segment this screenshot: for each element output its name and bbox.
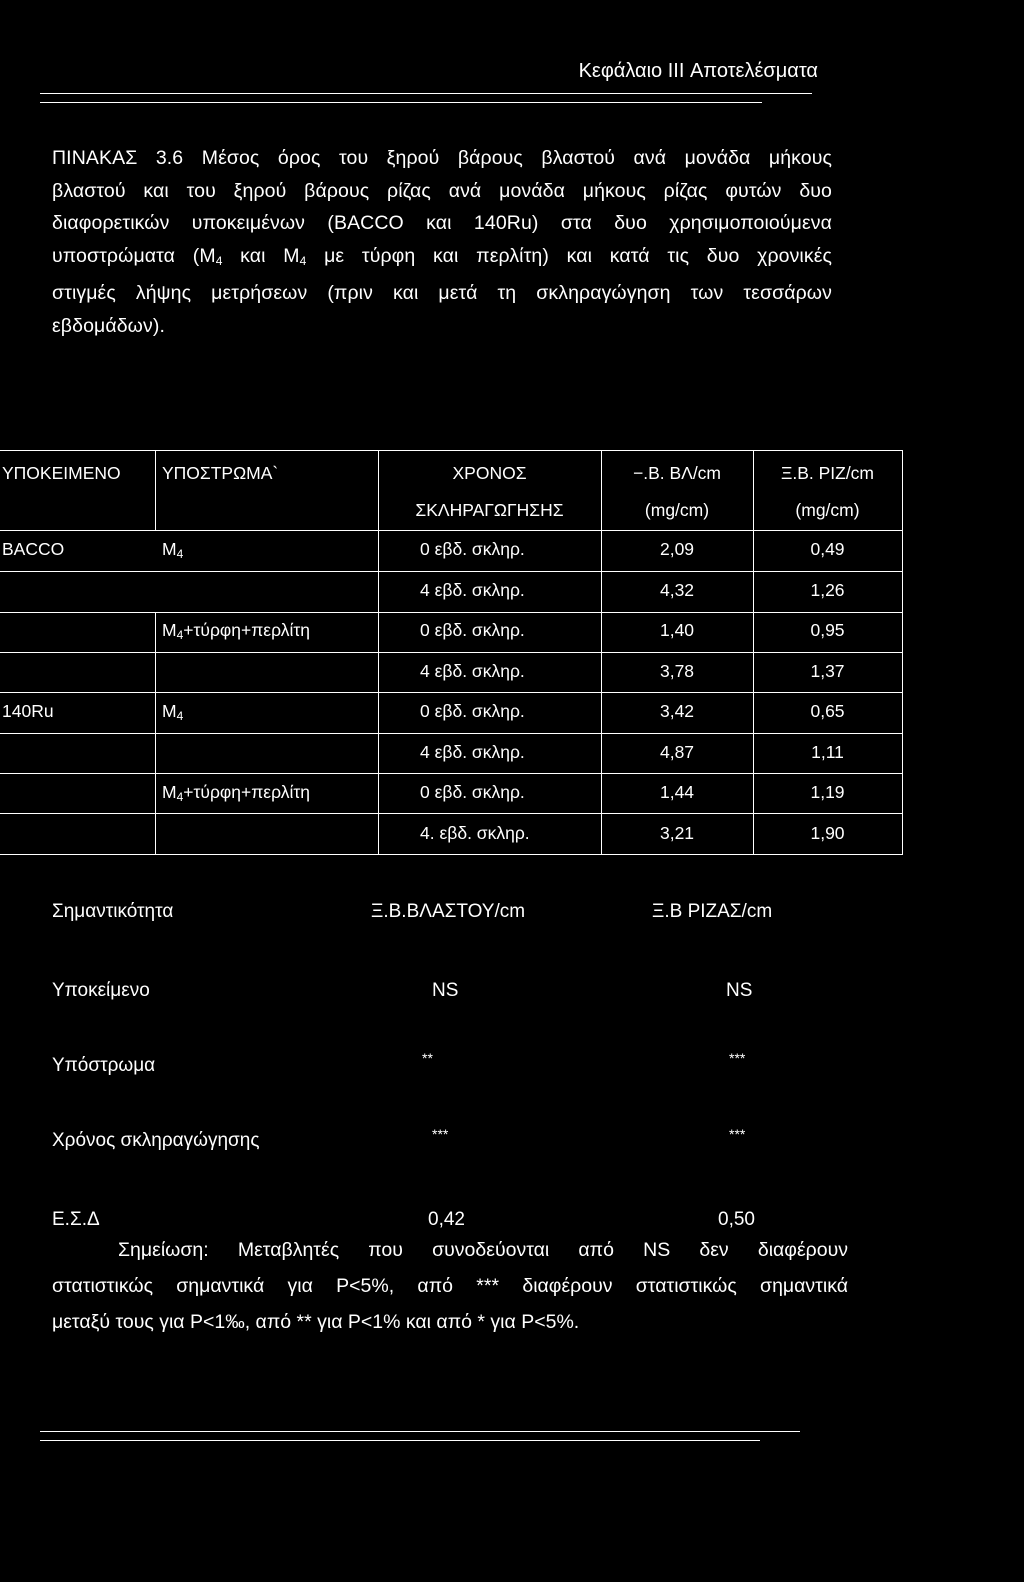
caption-line: υποστρώματα ($M_4$ και $M_4$ με τύρφη και περλίτη) και κατά τις δυο χρονικές: [52, 244, 833, 268]
cell-root: 1,37: [810, 661, 845, 681]
cell-time: 4 εβδ. σκληρ.: [420, 742, 525, 762]
table-border: [0, 571, 903, 572]
header-rule-2: [40, 102, 762, 103]
cell-time: 0 εβδ. σκληρ.: [420, 701, 525, 721]
cell-root: 0,49: [810, 539, 845, 559]
cell-time: 4 εβδ. σκληρ.: [420, 580, 525, 600]
caption-line: στιγμές λήψης μετρήσεων (πριν και μετά τη σκληραγώγηση των τεσσάρων: [52, 282, 832, 304]
table-border: [0, 773, 903, 774]
cell-time: 0 εβδ. σκληρ.: [420, 782, 525, 802]
header-substrate: ΥΠΟΣΤΡΩΜΑ`: [162, 463, 279, 483]
cell-time: 0 εβδ. σκληρ.: [420, 539, 525, 559]
table-border: [0, 652, 903, 653]
significance-note: [52, 1232, 848, 1340]
cell-substrate: $M_4$: [162, 539, 184, 561]
sig-shoot: NS: [432, 980, 459, 1001]
cell-shoot: 3,21: [659, 823, 695, 843]
header-shoot-2: (mg/cm): [644, 500, 710, 520]
sig-shoot: 0,42: [428, 1209, 465, 1230]
cell-root: 0,95: [810, 620, 845, 640]
table-border: [0, 530, 903, 531]
cell-shoot: 2,09: [659, 539, 695, 559]
cell-root: 0,65: [810, 701, 845, 721]
cell-shoot: 3,42: [659, 701, 695, 721]
table-border: [0, 692, 903, 693]
cell-substrate: $M_4+\tau ύ\rho\varphi\eta+\pi\varepsilon\rho\lambda ί\tau\eta$: [162, 782, 311, 804]
sig-label: Ε.Σ.Δ: [52, 1209, 100, 1230]
header-shoot-1: −.Β. ΒΛ/cm: [632, 463, 722, 483]
cell-root: 1,90: [810, 823, 845, 843]
sig-label: Χρόνος σκληραγώγησης: [52, 1130, 260, 1151]
sig-root: ***: [729, 1126, 746, 1142]
cell-time: 4. εβδ. σκληρ.: [420, 823, 530, 843]
cell-root: 1,19: [810, 782, 845, 802]
cell-substrate: $M_4$: [162, 701, 184, 723]
cell-root: 1,26: [810, 580, 845, 600]
caption-line: βλαστού και του ξηρού βάρους ρίζας ανά μονάδα μήκους ρίζας φυτών δυο: [52, 179, 832, 202]
sig-root: 0,50: [718, 1209, 755, 1230]
sig-shoot: **: [422, 1050, 433, 1066]
cell-shoot: 4,32: [659, 580, 695, 600]
header-time-1: ΧΡΟΝΟΣ: [452, 463, 527, 483]
caption-line: εβδομάδων).: [52, 314, 165, 337]
note-line: Σημείωση: Μεταβλητές που συνοδεύονται από NS δεν διαφέρουν: [118, 1239, 848, 1261]
table-border: [0, 733, 903, 734]
note-line: μεταξύ τους για P<1‰, από ** για P<1% και από * για P<5%.: [52, 1311, 580, 1333]
caption-line: διαφορετικών υποκειμένων (BACCO και 140Ru) στα δυο χρησιμοποιούμενα: [52, 212, 832, 234]
sig-root: NS: [726, 980, 753, 1001]
note-line: στατιστικώς σημαντικά για P<5%, από *** διαφέρουν στατιστικώς σημαντικά: [52, 1275, 848, 1297]
header-root-2: (mg/cm): [795, 500, 860, 520]
sig-shoot: ***: [432, 1126, 449, 1142]
cell-shoot: 1,40: [659, 620, 695, 640]
cell-shoot: 4,87: [659, 742, 695, 762]
cell-rootstock: BACCO: [2, 539, 65, 559]
cell-time: 0 εβδ. σκληρ.: [420, 620, 525, 640]
table-border: [0, 854, 903, 855]
caption-line: ΠΙΝΑΚΑΣ 3.6 Μέσος όρος του ξηρού βάρους βλαστού ανά μονάδα μήκους: [52, 147, 832, 169]
sig-label: Υπόστρωμα: [52, 1055, 156, 1076]
cell-root: 1,11: [811, 742, 844, 762]
table-caption: [52, 142, 832, 342]
footer-rule: [40, 1431, 800, 1432]
header-rule: [40, 93, 812, 94]
table-border: [0, 612, 903, 613]
significance-col-root: Ξ.Β ΡΙΖΑΣ/cm: [652, 901, 773, 922]
table-border: [0, 450, 903, 451]
significance-col-shoot: Ξ.Β.ΒΛΑΣΤΟΥ/cm: [371, 901, 526, 922]
table-border: [155, 450, 156, 530]
footer-rule-2: [40, 1440, 760, 1441]
cell-shoot: 3,78: [659, 661, 695, 681]
cell-time: 4 εβδ. σκληρ.: [420, 661, 525, 681]
chapter-header: Κεφάλαιο III Αποτελέσματα: [578, 60, 818, 82]
header-time-2: ΣΚΛΗΡΑΓΩΓΗΣΗΣ: [415, 500, 564, 520]
cell-rootstock: 140Ru: [2, 701, 54, 721]
significance-title: Σημαντικότητα: [52, 901, 174, 922]
sig-root: ***: [729, 1050, 746, 1066]
header-root-1: Ξ.Β. ΡΙΖ/cm: [780, 463, 875, 483]
cell-shoot: 1,44: [659, 782, 695, 802]
table-border: [0, 813, 903, 814]
header-rootstock: ΥΠΟΚΕΙΜΕΝΟ: [2, 463, 121, 483]
sig-label: Υποκείμενο: [52, 980, 150, 1001]
cell-substrate: $M_4+\tau ύ\rho\varphi\eta+\pi\varepsilon\rho\lambda ί\tau\eta$: [162, 620, 311, 642]
